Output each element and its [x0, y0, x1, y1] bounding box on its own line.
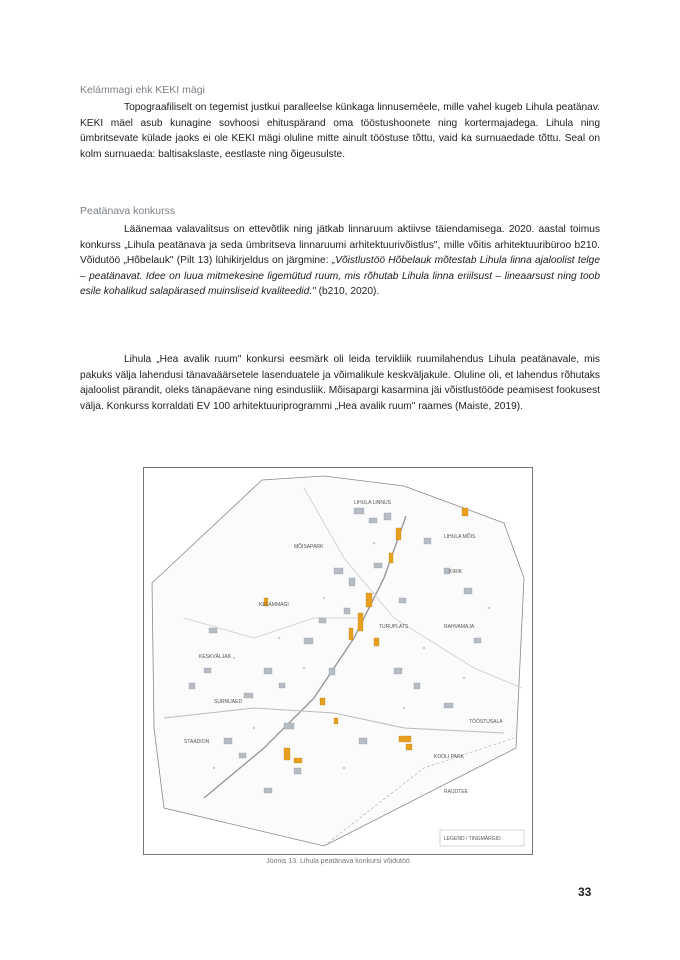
map-label: MÕISAPARK	[294, 544, 324, 550]
map-label: KOOLI PARK	[434, 754, 464, 760]
paragraph-keki	[80, 100, 600, 162]
map-label: KELÁMMAGI	[259, 602, 289, 608]
paragraph-konkurss-1-text: Läänemaa valavalitsus on ettevõtlik ning jätkab linnaruum aktiivse täiendamisega. 2020. aastal toimus konkurss „Lihula peatänava ja seda ümbritseva linnaruumi arhitektuurivõistlus", mille võitis arhitektuuribüroo b210. Võidutöö „Hõbelauk" (Pilt 13) lühikirjeldus on järgmine:	[80, 224, 600, 266]
map-label: STAADION	[184, 739, 210, 745]
map-label: TURUPLATS	[379, 624, 409, 630]
paragraph-konkurss-2	[80, 352, 600, 414]
map-label: SURNUAED	[214, 699, 243, 705]
paragraph-keki-text: Topograafiliselt on tegemist justkui paralleelse künkaga linnuseméele, mille vahel kugeb Lihula peatänav. KEKI mäel asub kunagine sovhoosi ehituspärand oma tööstushoonete ning kortermajadega. Lihula ning ümbritsevate külade jaoks ei ole KEKI mägi oluline mitte ainult tööstuse tõttu, vaid ka surnuaedade tõttu. Seal on kolm surnuaeda: baltisakslaste, eestlaste ning õigeusulste.	[80, 102, 600, 160]
map-legend-text: LEGEND / TINGMÄRGID	[444, 836, 501, 842]
paragraph-konkurss-1	[80, 222, 600, 300]
map-label: RAUDTEE	[444, 789, 468, 795]
map-label: KESKVÄLJAK	[199, 654, 231, 660]
map-label: LIHULA LINNUS	[354, 500, 391, 506]
map-label: RAHVAMAJA	[444, 624, 475, 630]
paragraph-konkurss-1-citation: (b210, 2020).	[315, 286, 380, 297]
map-label: KIRIK	[449, 569, 463, 575]
figure-caption: Joonis 13. Lihula peatänava konkursi võidutöö	[266, 858, 410, 865]
section-heading-keki: Kelámmagi ehk KEKI mägi	[80, 84, 205, 96]
paragraph-konkurss-1-quote: „Võistlustöö Hõbelauk mõtestab Lihula linna ajaloolist telge – peatänavat. Idee on luua mitmekesine ligemütud ruum, mis rõhutab Lihula linna eriilsust – lineaarsust ning toob esile kohalikud salapärased muinsliseid kvaliteedid."	[80, 255, 600, 297]
map-label: LIHULA MÕIS	[444, 534, 476, 540]
site-plan-map	[144, 468, 532, 854]
page-number: 33	[578, 885, 592, 899]
map-label: TÖÖSTUSALA	[469, 719, 503, 725]
section-heading-peatanav: Peatänava konkurss	[80, 205, 176, 217]
figure-map	[143, 467, 533, 855]
paragraph-konkurss-2-text: Lihula „Hea avalik ruum" konkursi eesmärk oli leida tervikliik ruumilahendus Lihula peatänavale, mis pakuks välja lahendusi tänavaäärsetele lasenduatele ja võimalikule keskväljakule. Oluline oli, et lahendus rõhutaks ajaloolist pärandit, oleks tänapäevane ning esindusliik. Mõisapargi kasarmina jäi võistlustööde peamisest fookusest välja. Konkurss korraldati EV 100 arhitektuuriprogrammi „Hea avalik ruum" raames (Maiste, 2019).	[80, 354, 600, 412]
